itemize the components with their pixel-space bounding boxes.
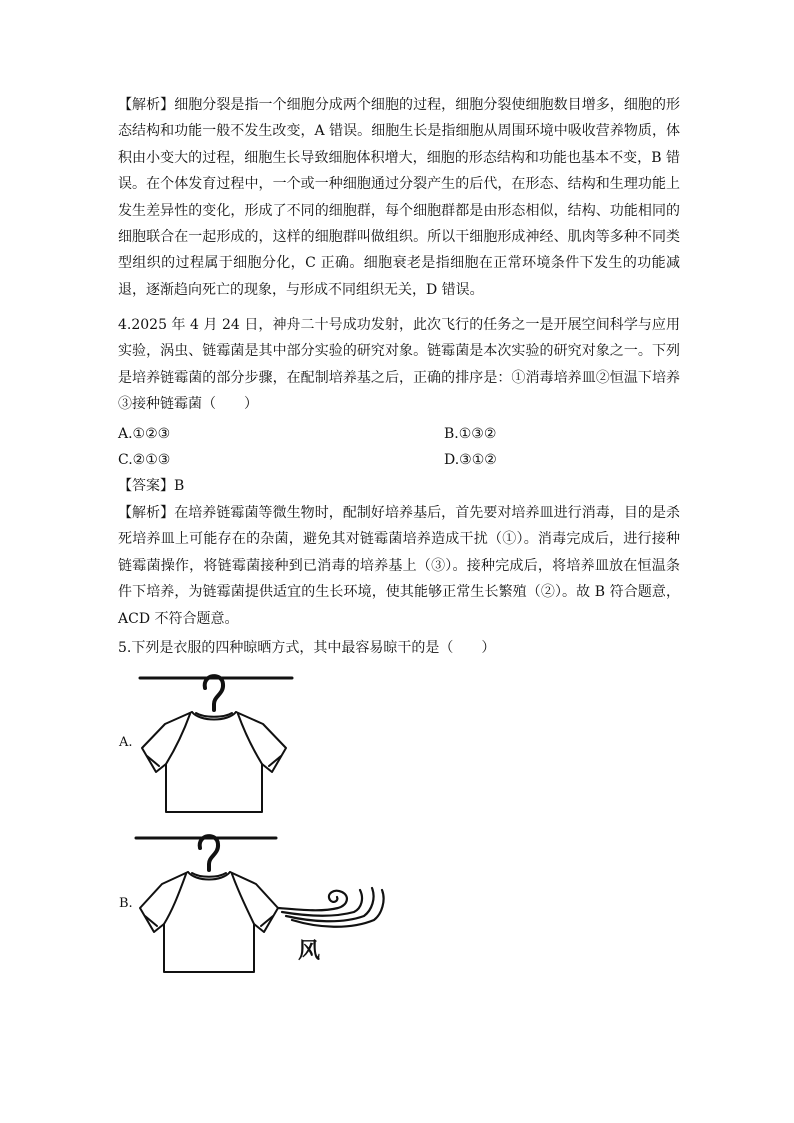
shirt-body	[140, 872, 278, 972]
q4-option-d: D.③①②	[444, 452, 497, 468]
q4-question-stem: 4.2025 年 4 月 24 日，神舟二十号成功发射，此次飞行的任务之一是开展空间科学与应用实验，涡虫、链霉菌是其中部分实验的研究对象。链霉菌是本次实验的研究对象之一。下列是培养链霉菌的部分步骤，在配制培养基之后，正确的排序是：①消毒培养皿②恒温下培养③接种链霉菌（ ）	[118, 317, 680, 413]
q4-option-b: B.①③②	[444, 426, 497, 442]
q5-figure-a-label: A.	[119, 735, 133, 750]
shirt-on-hanger-figure-a	[130, 666, 300, 816]
hanger-hook	[205, 676, 223, 710]
q5-figure-b-label: B.	[119, 896, 133, 911]
shirt-body	[142, 712, 286, 812]
q3-analysis-paragraph: 【解析】细胞分裂是指一个细胞分成两个细胞的过程，细胞分裂使细胞数目增多，细胞的形态结构和功能一般不发生改变，A 错误。细胞生长是指细胞从周围环境中吸收营养物质，体积由小变大的过程，细胞生长导致细胞体积增大，细胞的形态结构和功能也基本不变，B 错误。在个体发育过程中，一个或一种细胞通过分裂产生的后代，在形态、结构和生理功能上发生差异性的变化，形成了不同的细胞群，每个细胞群都是由形态相似，结构、功能相同的细胞联合在一起形成的，这样的细胞群叫做组织。所以干细胞形成神经、肌肉等多种不同类型组织的过程属于细胞分化，C 正确。细胞衰老是指细胞在正常环境条件下发生的功能减退，逐渐趋向死亡的现象，与形成不同组织无关，D 错误。	[118, 97, 680, 298]
q4-analysis-paragraph: 【解析】在培养链霉菌等微生物时，配制好培养基后，首先要对培养皿进行消毒，目的是杀死培养皿上可能存在的杂菌，避免其对链霉菌培养造成干扰（①）。消毒完成后，进行接种链霉菌操作，将链霉菌接种到已消毒的培养基上（③）。接种完成后，将培养皿放在恒温条件下培养，为链霉菌提供适宜的生长环境，使其能够正常生长繁殖（②）。故 B 符合题意，ACD 不符合题意。	[118, 505, 680, 627]
wind-swirl-icon	[272, 878, 388, 938]
q4-option-a: A.①②③	[118, 426, 171, 442]
q4-answer: 【答案】B	[118, 478, 185, 494]
q4-option-c: C.②①③	[118, 452, 171, 468]
wind-label: 风	[298, 939, 321, 964]
q5-question-stem: 5.下列是衣服的四种晾晒方式，其中最容易晾干的是（ ）	[118, 640, 496, 656]
hanger-hook	[200, 836, 218, 870]
